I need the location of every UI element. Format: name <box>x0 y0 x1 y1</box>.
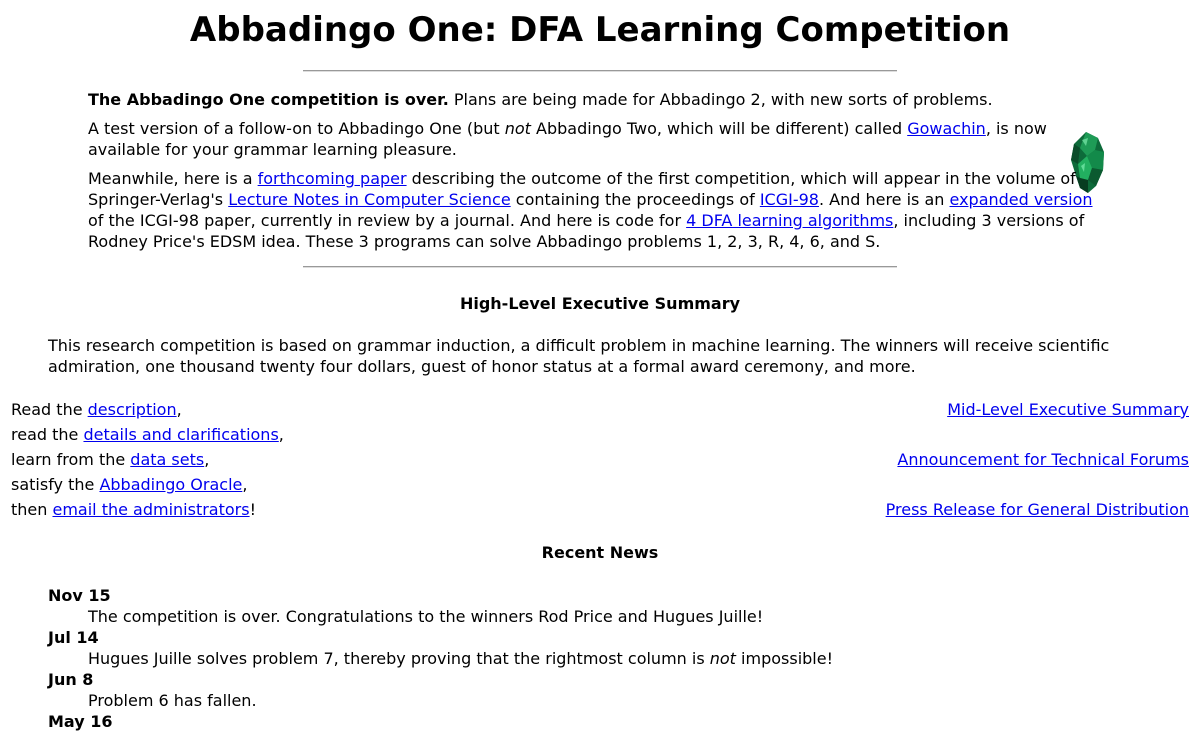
link-line <box>11 422 284 447</box>
intro-text: Meanwhile, here is a <box>88 169 258 188</box>
forthcoming-paper-link[interactable]: forthcoming paper <box>257 169 407 188</box>
navigation-links <box>0 397 1200 522</box>
right-link-list <box>886 397 1189 522</box>
link-prefix: satisfy the <box>11 475 100 494</box>
intro-text: containing the proceedings of <box>510 190 760 209</box>
link-prefix: then <box>11 500 53 519</box>
gowachin-link[interactable]: Gowachin <box>907 119 986 138</box>
news-date: Nov 15 <box>48 586 111 605</box>
left-link-list <box>11 397 284 522</box>
link-line <box>11 497 284 522</box>
news-text: impossible! <box>735 649 833 668</box>
summary-heading: High-Level Executive Summary <box>459 294 741 313</box>
news-item <box>88 648 1200 669</box>
link-suffix: , <box>176 400 182 419</box>
news-list <box>48 585 1200 732</box>
summary-text: This research competition is based on grammar induction, a difficult problem in machine learning. The winners will receive scientific admiration, one thousand twenty four dollars, guest of honor status at a formal award ceremony, and more. <box>48 336 1110 376</box>
icgi-98-link[interactable]: ICGI-98 <box>759 190 819 209</box>
intro-paragraph-3 <box>88 168 1102 252</box>
news-date: May 16 <box>48 712 113 731</box>
oracle-link[interactable]: Abbadingo Oracle <box>99 475 243 494</box>
link-prefix: learn from the <box>11 450 131 469</box>
news-text: Hugues Juille solves problem 7, thereby proving that the rightmost column is <box>88 649 710 668</box>
details-link[interactable]: details and clarifications <box>83 425 279 444</box>
link-prefix: Read the <box>11 400 88 419</box>
link-suffix: , <box>278 425 284 444</box>
mid-level-summary-link[interactable]: Mid-Level Executive Summary <box>947 400 1189 419</box>
competition-over-notice: The Abbadingo One competition is over. <box>88 90 449 109</box>
link-line <box>11 397 284 422</box>
description-link[interactable]: description <box>87 400 177 419</box>
email-admin-link[interactable]: email the administrators <box>52 500 250 519</box>
expanded-version-link[interactable]: expanded version <box>949 190 1093 209</box>
intro-emphasis: not <box>504 119 531 138</box>
intro-text: Plans are being made for Abbadingo 2, with new sorts of problems. <box>448 90 993 109</box>
news-item: The competition is over. Congratulations to the winners Rod Price and Hugues Juille! <box>88 607 764 626</box>
news-item: Problem 6 has fallen. <box>88 691 257 710</box>
lncs-link[interactable]: Lecture Notes in Computer Science <box>228 190 511 209</box>
intro-text: Abbadingo Two, which will be different) called <box>530 119 908 138</box>
intro-text: , including 3 versions of Rodney Price's EDSM idea. These 3 programs can solve Abbadingo problems 1, 2, 3, R, 4, 6, and S. <box>88 211 1085 251</box>
link-line <box>11 472 284 497</box>
press-release-link[interactable]: Press Release for General Distribution <box>885 500 1189 519</box>
page-title: Abbadingo One: DFA Learning Competition <box>189 10 1011 50</box>
announcement-link[interactable]: Announcement for Technical Forums <box>897 450 1189 469</box>
divider <box>303 266 897 268</box>
news-emphasis: not <box>709 649 736 668</box>
intro-text: A test version of a follow-on to Abbadingo One (but <box>88 119 505 138</box>
intro-section <box>88 89 1102 252</box>
divider <box>303 70 897 72</box>
news-heading: Recent News <box>541 543 659 562</box>
news-date: Jul 14 <box>48 628 99 647</box>
link-suffix: ! <box>249 500 257 519</box>
intro-text: . And here is an <box>818 190 950 209</box>
intro-paragraph-1 <box>88 89 1102 110</box>
data-sets-link[interactable]: data sets <box>130 450 205 469</box>
dfa-algorithms-link[interactable]: 4 DFA learning algorithms <box>686 211 894 230</box>
link-prefix: read the <box>11 425 84 444</box>
intro-paragraph-2 <box>88 118 1102 160</box>
intro-text: of the ICGI-98 paper, currently in review by a journal. And here is code for <box>88 211 687 230</box>
intro-text: , is now available for your grammar learning pleasure. <box>88 119 1047 159</box>
link-suffix: , <box>204 450 210 469</box>
link-line <box>11 447 284 472</box>
link-suffix: , <box>242 475 248 494</box>
intro-text: describing the outcome of the first competition, which will appear in the volume of Springer-Verlag's <box>88 169 1076 209</box>
news-date: Jun 8 <box>48 670 94 689</box>
